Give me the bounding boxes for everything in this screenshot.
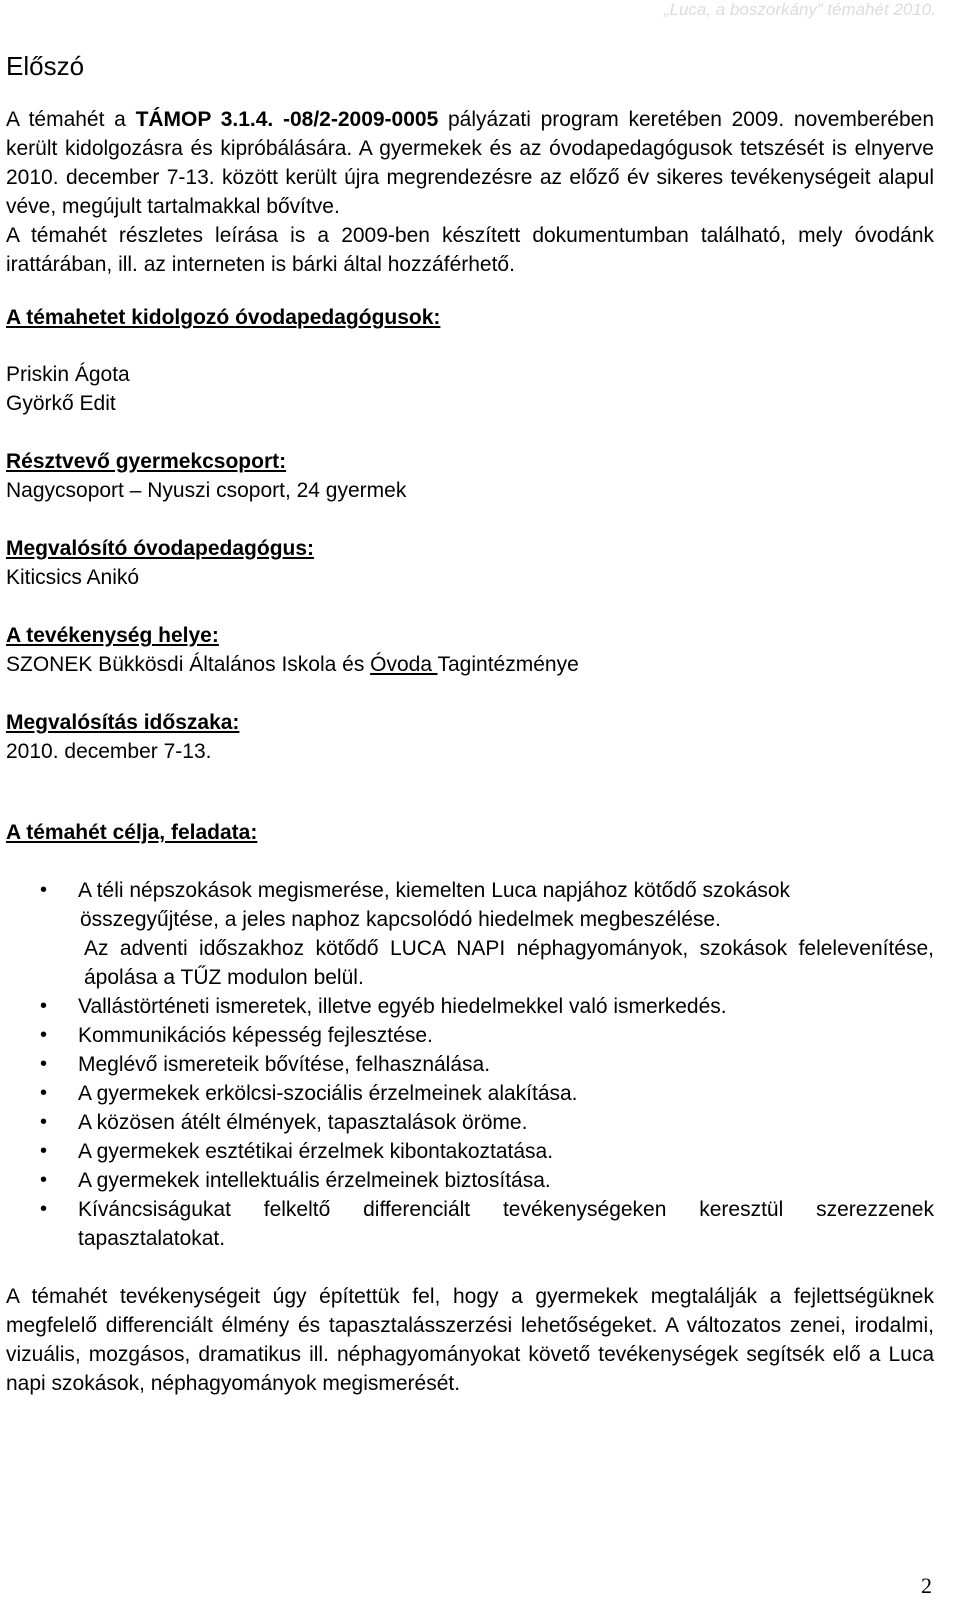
venue-value: SZONEK Bükkösdi Általános Iskola és Óvoda Tagintézménye [6, 653, 579, 676]
goals-list [6, 876, 934, 1253]
bullet-icon: • [40, 1082, 48, 1104]
bullet-icon: • [40, 1169, 48, 1191]
bullet-icon: • [40, 879, 48, 901]
list-item: • A gyermekek esztétikai érzelmek kibontakoztatása. [6, 1137, 934, 1166]
list-item: • Vallástörténeti ismeretek, illetve egyéb hiedelmekkel való ismerkedés. [6, 992, 934, 1021]
group-heading: Résztvevő gyermekcsoport: [6, 450, 287, 473]
bullet-icon: • [40, 1024, 48, 1046]
page-title: Előszó [6, 51, 85, 81]
list-item: • A gyermekek erkölcsi-szociális érzelmeinek alakítása. [6, 1079, 934, 1108]
running-header: „Luca, a boszorkány” témahét 2010. [663, 0, 936, 19]
page-number: 2 [921, 1573, 932, 1598]
bullet-icon: • [40, 995, 48, 1017]
bullet-icon: • [40, 1111, 48, 1133]
venue-heading: A tevékenység helye: [6, 624, 219, 647]
group-value: Nagycsoport – Nyuszi csoport, 24 gyermek [6, 479, 407, 502]
bullet-icon: • [40, 1198, 48, 1220]
intro-paragraph-2: A témahét részletes leírása is a 2009-ben készített dokumentumban található, mely óvodánk irattárában, ill. az interneten is bárki által hozzáférhető. [6, 224, 934, 276]
list-item: • A közösen átélt élmények, tapasztalások öröme. [6, 1108, 934, 1137]
list-item: • Kíváncsiságukat felkeltő differenciált tevékenységeken keresztül szerezzenek tapasztalatokat. [6, 1195, 934, 1253]
closing-paragraph: A témahét tevékenységeit úgy építettük fel, hogy a gyermekek megtalálják a fejlettségüknek megfelelő differenciált élmény és tapasztalásszerzési lehetőségeket. A változatos zenei, irodalmi, vizuális, mozgásos, dramatikus ill. néphagyományokat követő tevékenységek segítsék elő a Luca napi szokások, néphagyományok megismerését. [6, 1285, 934, 1395]
venue-underlined-word: Óvoda [370, 653, 438, 676]
teacher-name: Priskin Ágota [6, 363, 130, 386]
period-heading: Megvalósítás időszaka: [6, 711, 240, 734]
teachers-heading: A témahetet kidolgozó óvodapedagógusok: [6, 306, 441, 329]
bullet-icon: • [40, 1140, 48, 1162]
list-item: • Kommunikációs képesség fejlesztése. [6, 1021, 934, 1050]
list-item: • A téli népszokások megismerése, kiemelten Luca napjához kötődő szokások összegyűjtése, a jeles naphoz kapcsolódó hiedelmek megbeszélése. Az adventi időszakhoz kötődő LUCA NAPI néphagyományok, szokások felelevenítése, ápolása a TŰZ modulon belül. [6, 876, 934, 992]
page-body [6, 40, 934, 1398]
implementer-value: Kiticsics Anikó [6, 566, 140, 589]
project-code: TÁMOP 3.1.4. -08/2-2009-0005 [135, 108, 439, 131]
implementer-heading: Megvalósító óvodapedagógus: [6, 537, 315, 560]
intro-paragraph-1: A témahét a TÁMOP 3.1.4. -08/2-2009-0005 pályázati program keretében 2009. novemberében került kidolgozásra és kipróbálására. A gyermekek és az óvodapedagógusok tetszését is elnyerve 2010. december 7-13. között került újra megrendezésre az előző év sikeres tevékenységeit alapul véve, megújult tartalmakkal bővítve. [6, 108, 934, 218]
bullet-icon: • [40, 1053, 48, 1075]
period-value: 2010. december 7-13. [6, 740, 212, 763]
goals-heading: A témahét célja, feladata: [6, 821, 258, 844]
list-item: • Meglévő ismereteik bővítése, felhasználása. [6, 1050, 934, 1079]
list-item: • A gyermekek intellektuális érzelmeinek biztosítása. [6, 1166, 934, 1195]
teacher-name: Györkő Edit [6, 392, 116, 415]
